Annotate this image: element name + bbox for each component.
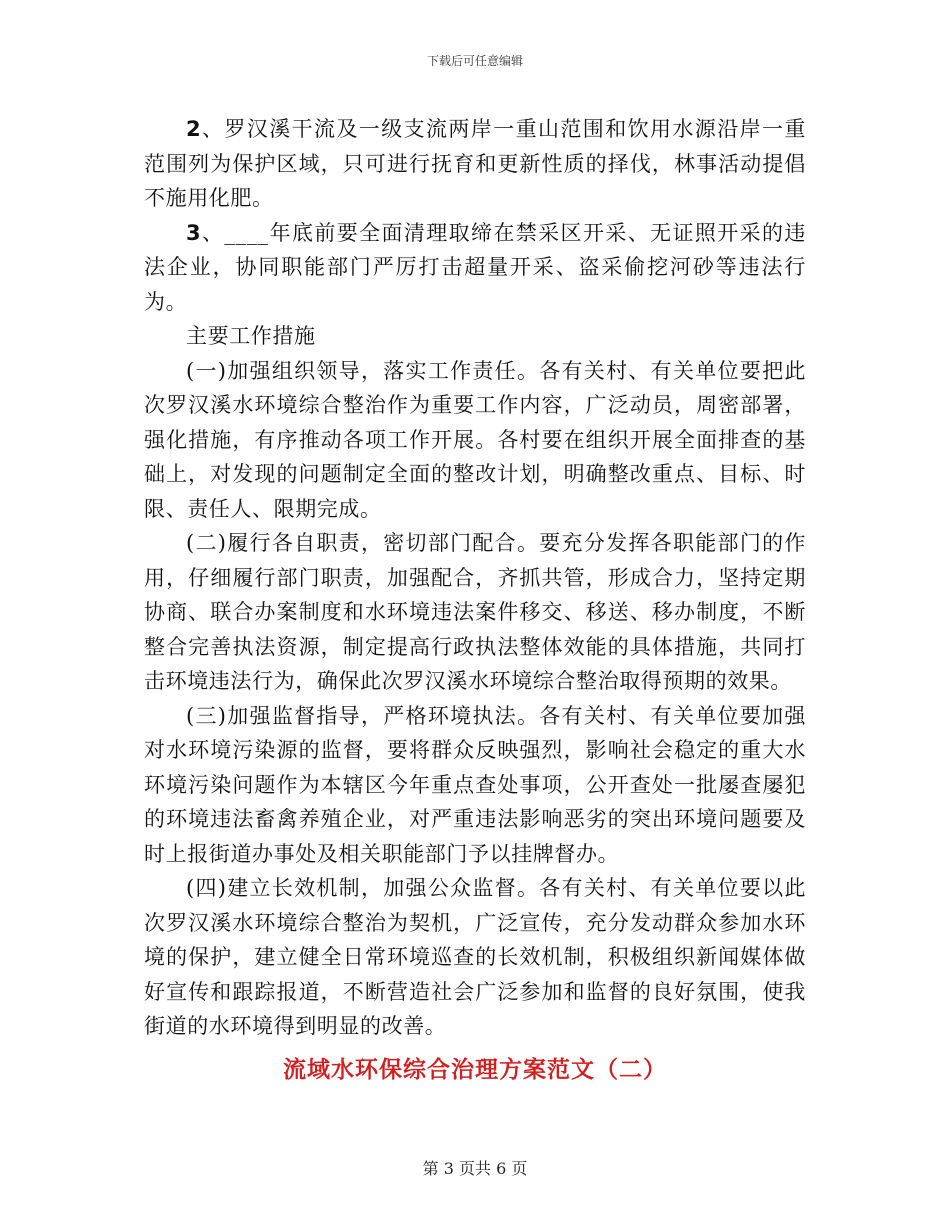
document-body <box>144 112 806 1088</box>
paragraph-text: (三)加强监督指导，严格环境执法。各有关村、有关单位要加强对水环境污染源的监督，要将群众反映强烈，影响社会稳定的重大水环境污染问题作为本辖区今年重点查处事项，公开查处一批屡查屡犯的环境违法畜禽养殖企业，对严重违法影响恶劣的突出环境问题要及时上报街道办事处及相关职能部门予以挂牌督办。 <box>144 703 806 866</box>
paragraph-text: 、____年底前要全面清理取缔在禁采区开采、无证照开采的违法企业，协同职能部门严厉打击超量开采、盗采偷挖河砂等违法行为。 <box>144 220 806 314</box>
item-number: 3 <box>186 220 202 245</box>
paragraph-text: 主要工作措施 <box>186 324 316 348</box>
paragraph-item-3 <box>144 216 806 320</box>
paragraph-measure-3 <box>144 699 806 872</box>
paragraph-text: 、罗汉溪干流及一级支流两岸一重山范围和饮用水源沿岸一重范围列为保护区域，只可进行抚育和更新性质的择伐，林事活动提倡不施用化肥。 <box>144 117 806 210</box>
paragraph-measure-2 <box>144 526 806 699</box>
page-number: 第 3 页共 6 页 <box>422 1159 528 1178</box>
paragraph-item-2 <box>144 112 806 216</box>
subheading-main-measures <box>144 319 806 354</box>
paragraph-measure-1 <box>144 354 806 527</box>
section-title: 流域水环保综合治理方案范文（二） <box>283 1055 667 1083</box>
paragraph-text: (二)履行各自职责，密切部门配合。要充分发挥各职能部门的作用，仔细履行部门职责，加强配合，齐抓共管，形成合力，坚持定期协商、联合办案制度和水环境违法案件移交、移送、移办制度，不断整合完善执法资源，制定提高行政执法整体效能的具体措施，共同打击环境违法行为，确保此次罗汉溪水环境综合整治取得预期的效果。 <box>144 531 806 693</box>
paragraph-measure-4 <box>144 871 806 1044</box>
paragraph-text: (一)加强组织领导，落实工作责任。各有关村、有关单位要把此次罗汉溪水环境综合整治作为重要工作内容，广泛动员，周密部署，强化措施，有序推动各项工作开展。各村要在组织开展全面排查的基础上，对发现的问题制定全面的整改计划，明确整改重点、目标、时限、责任人、限期完成。 <box>144 358 806 521</box>
paragraph-text: (四)建立长效机制，加强公众监督。各有关村、有关单位要以此次罗汉溪水环境综合整治为契机，广泛宣传，充分发动群众参加水环境的保护，建立健全日常环境巡查的长效机制，积极组织新闻媒体做好宣传和跟踪报道，不断营造社会广泛参加和监督的良好氛围，使我街道的水环境得到明显的改善。 <box>144 876 806 1038</box>
item-number: 2 <box>186 117 202 141</box>
page-header-note: 下载后可任意编辑 <box>426 54 523 68</box>
